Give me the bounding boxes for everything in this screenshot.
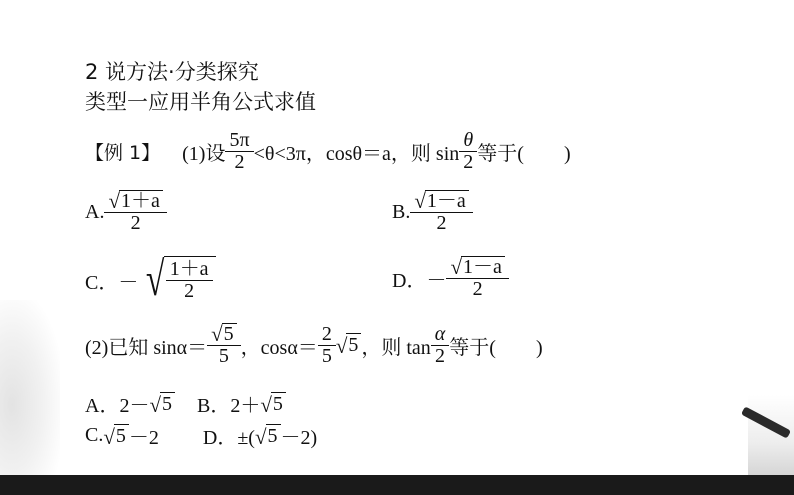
example1-suffix: 等于( ) <box>477 143 571 165</box>
cos-fraction: $\frac{2}{5}$ <box>320 324 334 367</box>
example2-question: (2)已知 sinα＝ √ 5 5 ，cosα＝ $\frac{2}{5}$ √ 5 ，则 tan $\frac{\alpha}{2}$ 等于( ) <box>85 322 543 367</box>
example2-option-c: C. <box>85 424 104 446</box>
example1-tag: 【例 1】 <box>85 142 161 164</box>
example2-option-d: D．±( <box>202 427 255 449</box>
option-d-fraction: √ 1－a 2 <box>448 256 506 300</box>
slide-content <box>85 57 755 117</box>
example1-option-c: C．－ √ $\frac{1+a}{2}$ <box>85 256 216 304</box>
example2-options-cd: C. √ 5 －2 D．±( √ 5 －2) <box>85 421 317 450</box>
sqrt-icon: √ 5 <box>260 392 286 416</box>
example2-options-ab <box>85 389 286 418</box>
example1-option-d: D．－ √ 1－a 2 <box>392 256 509 300</box>
sin-fraction: √ 5 5 <box>209 323 239 367</box>
footer-bar <box>0 475 794 495</box>
sqrt-icon: √ 5 <box>103 424 129 448</box>
decorative-flower-background <box>0 300 60 475</box>
sqrt-icon: √ 1－a <box>412 190 470 212</box>
sqrt-icon: √ 5 <box>149 392 175 416</box>
sqrt-icon: √ 1＋a <box>106 190 164 212</box>
option-b-fraction: √ 1－a 2 <box>412 190 470 234</box>
sqrt-icon: √ 5 <box>209 323 239 345</box>
big-sqrt-icon: √ $\frac{1+a}{2}$ <box>138 256 215 304</box>
example1-option-a: A. √ 1＋a 2 <box>85 190 167 234</box>
example1-condition: <θ<3π，cosθ＝a，则 sin <box>253 143 460 165</box>
example2-option-a: A．2－ <box>85 395 150 417</box>
example1-option-b: B. √ 1－a 2 <box>392 190 473 234</box>
example1-question <box>85 130 571 173</box>
example2-option-b: B．2＋ <box>196 395 261 417</box>
fraction-theta-over-2: $\frac{\theta}{2}$ <box>461 130 475 173</box>
option-a-fraction: √ 1＋a 2 <box>106 190 164 234</box>
example1-prefix: (1)设 <box>182 143 226 165</box>
option-c-fraction: $\frac{1+a}{2}$ <box>168 259 211 302</box>
sqrt-icon: √ 1－a <box>448 256 506 278</box>
sqrt-icon: √ 5 <box>336 333 362 357</box>
type-title: 类型一应用半角公式求值 <box>85 90 316 114</box>
section-title: 2 说方法·分类探究 <box>85 60 259 84</box>
fraction-alpha-over-2: $\frac{\alpha}{2}$ <box>433 324 448 367</box>
sqrt-icon: √ 5 <box>255 424 281 448</box>
fraction-5pi-over-2: $\frac{5\pi}{2}$ <box>227 130 251 173</box>
